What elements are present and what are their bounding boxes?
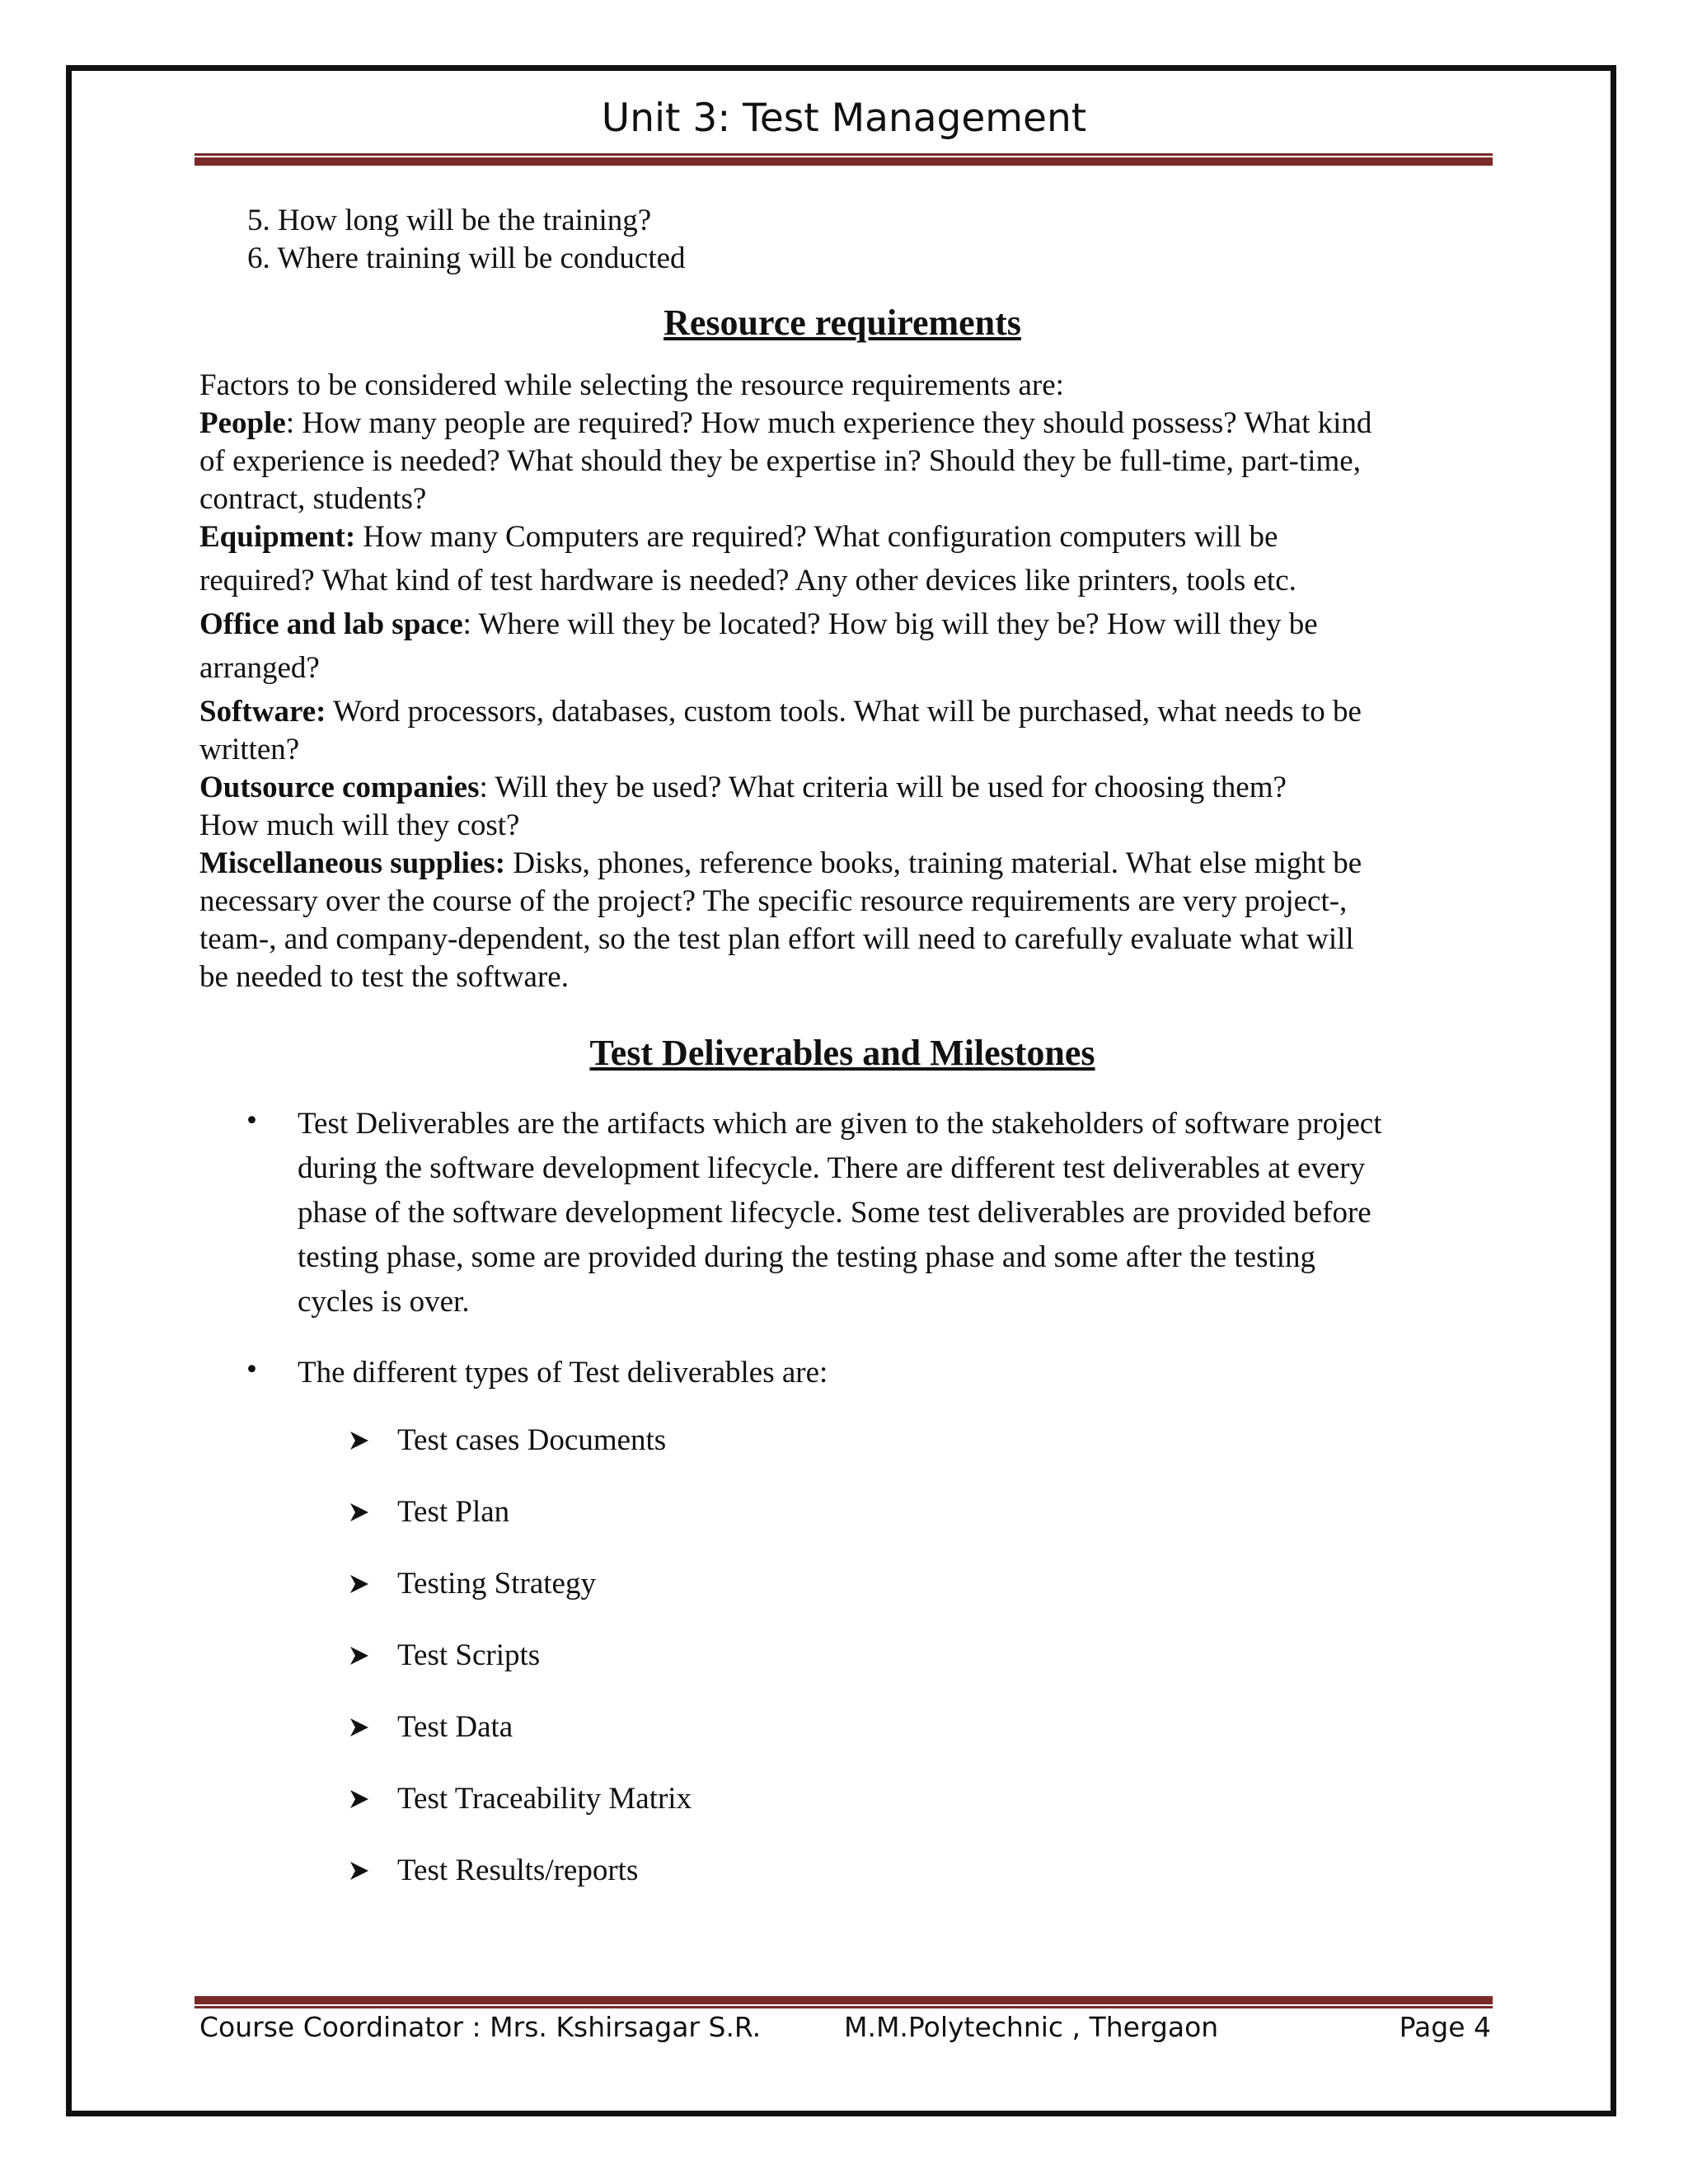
arrowhead-bullet-icon (349, 1422, 382, 1460)
people-label: People (199, 406, 286, 440)
deliverable-type: Test Scripts (397, 1638, 541, 1672)
page-number: Page 4 (1399, 2011, 1491, 2043)
deliverable-type: Test Data (397, 1710, 513, 1744)
resource-paragraph (199, 367, 1485, 996)
training-list (199, 202, 1485, 278)
people-text: of experience is needed? What should they be expertise in? Should they be full-time, part-time, (199, 444, 1361, 478)
arrowhead-bullet-icon (349, 1852, 382, 1890)
deliverable-type: Testing Strategy (397, 1567, 596, 1601)
bullet-text: The different types of Test deliverables are: (298, 1356, 828, 1390)
resource-requirements-heading: Resource requirements (663, 302, 1021, 343)
header-rule-thin (195, 153, 1493, 156)
bullet-line: phase of the software development lifecycle. Some test deliverables are provided before (298, 1196, 1372, 1230)
list-item (349, 1780, 1485, 1852)
list-item (349, 1708, 1485, 1780)
arrowhead-bullet-icon (349, 1708, 382, 1746)
page-content (199, 202, 1485, 1924)
deliverable-type: Test Plan (397, 1495, 510, 1529)
bullet-line: during the software development lifecycle. There are different test deliverables at every (298, 1151, 1366, 1185)
list-item (349, 1422, 1485, 1493)
misc-text: necessary over the course of the project? The specific resource requirements are very project-, (199, 884, 1348, 918)
arrowhead-bullet-icon (349, 1637, 382, 1675)
people-text: : How many people are required? How much experience they should possess? What kind (285, 406, 1372, 440)
software-text: Word processors, databases, custom tools. What will be purchased, what needs to be (326, 695, 1362, 729)
bullet-line: Test Deliverables are the artifacts which are given to the stakeholders of software project (298, 1107, 1382, 1141)
outsource-text: : Will they be used? What criteria will be used for choosing them? (479, 771, 1287, 804)
deliverables-bullet (199, 1102, 1485, 1324)
list-item: 5. How long will be the training? (247, 204, 652, 237)
deliverable-types-list (199, 1422, 1485, 1924)
arrowhead-bullet-icon (349, 1780, 382, 1818)
people-text: contract, students? (199, 482, 427, 516)
page-footer (199, 2011, 1491, 2052)
list-item (349, 1852, 1485, 1924)
bullet-icon: • (246, 1104, 257, 1137)
outsource-label: Outsource companies (199, 771, 480, 804)
test-deliverables-heading: Test Deliverables and Milestones (589, 1033, 1095, 1073)
list-item (349, 1493, 1485, 1565)
footer-rule-thin (195, 2006, 1493, 2008)
bullet-text (298, 1102, 1485, 1324)
resource-intro: Factors to be considered while selecting the resource requirements are: (199, 368, 1064, 402)
office-text: : Where will they be located? How big will they be? How will they be (462, 607, 1318, 641)
misc-text: Disks, phones, reference books, training material. What else might be (505, 846, 1362, 880)
equipment-text: How many Computers are required? What configuration computers will be (355, 520, 1278, 554)
arrowhead-bullet-icon (349, 1565, 382, 1603)
misc-label: Miscellaneous supplies: (199, 846, 506, 880)
list-item (349, 1637, 1485, 1708)
software-label: Software: (199, 695, 326, 729)
software-text: written? (199, 733, 300, 766)
page-header-title: Unit 3: Test Management (601, 96, 1087, 141)
list-item: 6. Where training will be conducted (247, 241, 686, 275)
deliverable-type: Test cases Documents (397, 1423, 667, 1457)
institute-name: M.M.Polytechnic , Thergaon (844, 2011, 1219, 2043)
office-label: Office and lab space (199, 607, 463, 641)
footer-rule-thick (195, 1996, 1493, 2004)
misc-text: team-, and company-dependent, so the test plan effort will need to carefully evaluate what will (199, 922, 1354, 956)
course-coordinator: Course Coordinator : Mrs. Kshirsagar S.R. (199, 2011, 762, 2043)
outsource-text: How much will they cost? (199, 808, 520, 842)
office-text: arranged? (199, 651, 320, 685)
arrowhead-bullet-icon (349, 1493, 382, 1531)
header-rule-thick (195, 157, 1493, 166)
equipment-label: Equipment: (199, 520, 356, 554)
deliverable-type: Test Results/reports (397, 1854, 639, 1887)
bullet-line: cycles is over. (298, 1285, 470, 1319)
bullet-line: testing phase, some are provided during the testing phase and some after the testing (298, 1240, 1316, 1274)
deliverable-type: Test Traceability Matrix (397, 1782, 692, 1816)
bullet-icon: • (246, 1352, 257, 1386)
misc-text: be needed to test the software. (199, 960, 569, 994)
equipment-text: required? What kind of test hardware is needed? Any other devices like printers, tools etc. (199, 564, 1296, 598)
deliverables-types-bullet (199, 1351, 1485, 1395)
list-item (349, 1565, 1485, 1637)
